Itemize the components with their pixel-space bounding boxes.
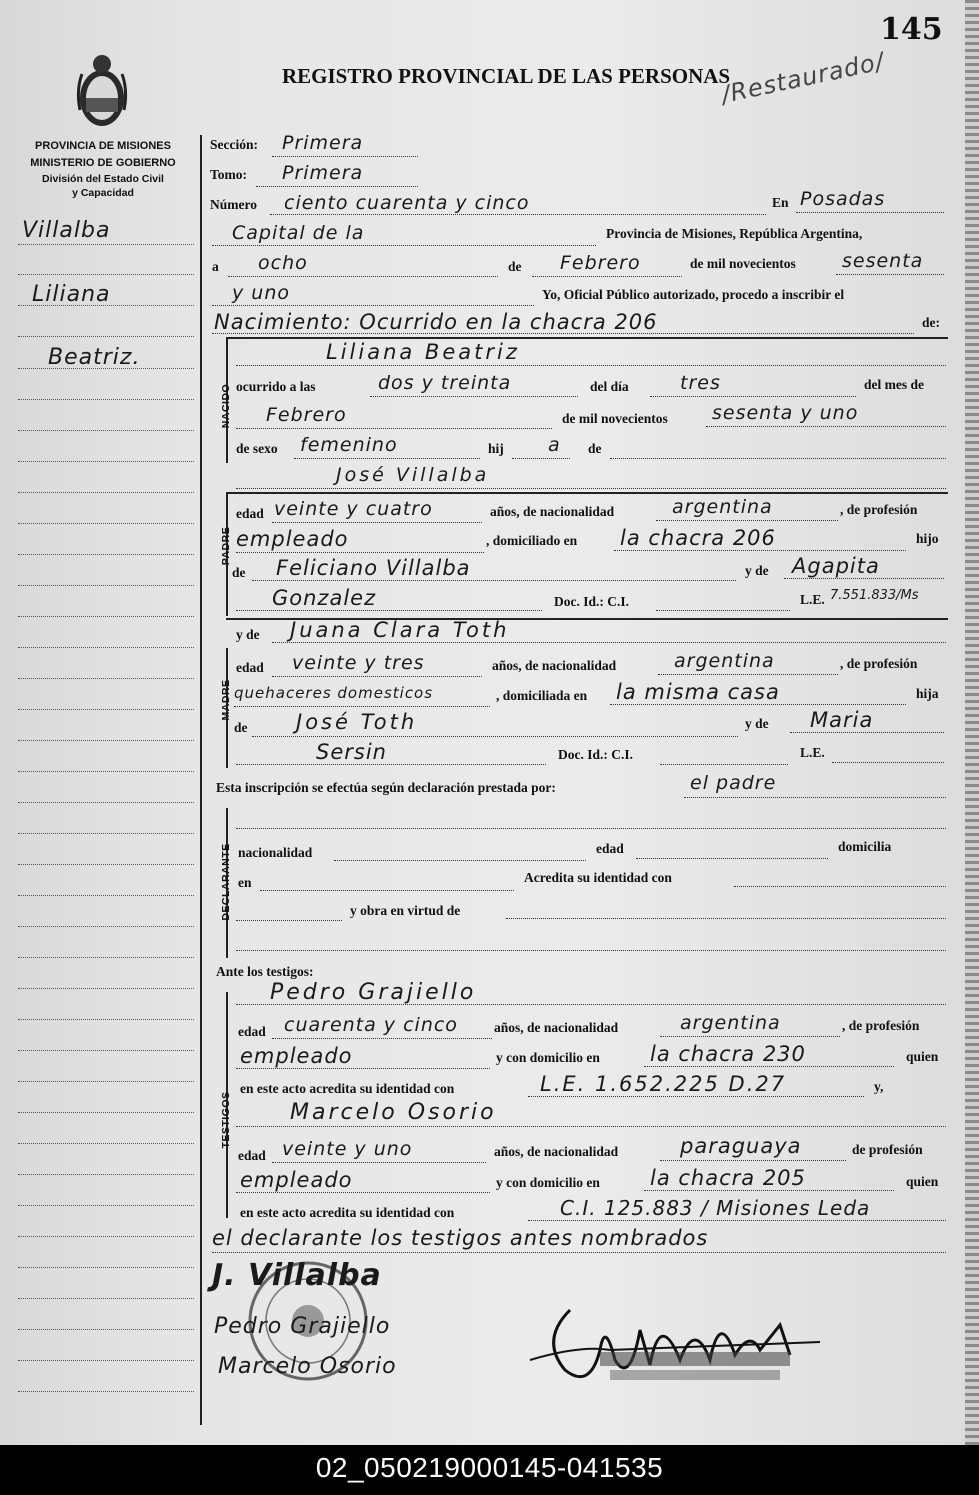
madre-edad-label: edad	[236, 660, 264, 675]
t2-id-value: C.I. 125.883 / Misiones Leda	[560, 1196, 871, 1220]
padre-yde-label: y de	[745, 563, 769, 578]
seccion-value: Primera	[282, 132, 364, 154]
padre-top-rule	[226, 492, 948, 494]
issuer-block	[8, 138, 198, 200]
t2-nac-value: paraguaya	[680, 1134, 802, 1158]
year-label: de mil novecientos	[690, 256, 796, 271]
year2-value: y uno	[232, 282, 290, 304]
t1-acredita-label: en este acto acredita su identidad con	[240, 1081, 455, 1096]
madre-section-label: MADRE	[220, 679, 232, 721]
year-value: sesenta	[842, 250, 924, 272]
madre-dom-label: , domiciliada en	[496, 688, 588, 703]
sexo-label: de sexo	[236, 441, 278, 456]
t1-edad-label: edad	[238, 1024, 266, 1039]
ministry-label: MINISTERIO DE GOBIERNO	[30, 157, 176, 169]
madre-parent1: José Toth	[296, 710, 418, 734]
nacido-section-label: NACIDO	[220, 383, 232, 429]
decl-edad-label: edad	[596, 841, 624, 856]
signature-declarante: J. Villalba	[212, 1258, 382, 1293]
t2-edad-value: veinte y uno	[282, 1138, 413, 1160]
tomo-value: Primera	[282, 162, 364, 184]
t2-prof-value: empleado	[240, 1168, 353, 1192]
margin-first-name: Liliana	[32, 282, 111, 307]
madre-le-label: L.E.	[800, 745, 825, 760]
seccion-label: Sección:	[210, 137, 258, 152]
t1-anos-label: años, de nacionalidad	[494, 1020, 619, 1035]
madre-yde-label: y de	[236, 627, 260, 642]
de-label: de	[508, 259, 522, 274]
testigos-section-label: TESTIGOS	[220, 1091, 232, 1149]
a-label: a	[212, 259, 219, 274]
padre-doc-label: Doc. Id.: C.I.	[554, 594, 630, 609]
padre-anos-label: años, de nacionalidad	[490, 504, 615, 519]
numero-value: ciento cuarenta y cinco	[284, 192, 530, 214]
t1-prof-value: empleado	[240, 1044, 353, 1068]
decl-obra-label: y obra en virtud de	[350, 903, 461, 918]
padre-parent2b: Gonzalez	[272, 586, 377, 610]
madre-yde2-label: y de	[745, 716, 769, 731]
province-text: Provincia de Misiones, República Argentina,	[606, 226, 863, 241]
decl-acredita-label: Acredita su identidad con	[524, 870, 672, 885]
en-label: En	[772, 195, 789, 210]
padre-parent2: Agapita	[792, 554, 880, 578]
madre-parent2: Maria	[810, 708, 874, 732]
decl-dom-label: domicilia	[838, 839, 892, 854]
signature-witness1: Pedro Grajiello	[214, 1314, 391, 1339]
decl-nac-label: nacionalidad	[238, 845, 313, 860]
del-dia-label: del día	[590, 379, 629, 394]
t1-edad-value: cuarenta y cinco	[284, 1014, 458, 1036]
t1-dom-value: la chacra 230	[650, 1042, 806, 1066]
nacido-top-rule	[226, 337, 948, 339]
birth-month: Febrero	[266, 404, 347, 426]
madre-doc-label: Doc. Id.: C.I.	[558, 747, 634, 762]
declarante-section-label: DECLARANTE	[220, 843, 232, 921]
padre-prof-label: , de profesión	[840, 502, 918, 517]
nacido-name: Liliana Beatriz	[326, 340, 520, 364]
madre-anos-label: años, de nacionalidad	[492, 658, 617, 673]
closing-line: el declarante los testigos antes nombrados	[212, 1226, 709, 1250]
padre-de-label: de	[232, 565, 246, 580]
t2-prof-label: de profesión	[852, 1142, 923, 1157]
coat-of-arms-icon	[72, 50, 132, 130]
padre-le-label: L.E.	[800, 592, 825, 607]
title-scribble: /Restaurado/	[718, 47, 888, 109]
hij-de-label: de	[588, 441, 602, 456]
madre-hija-label: hija	[916, 686, 939, 701]
padre-nac-value: argentina	[672, 496, 773, 518]
father-name: José Villalba	[336, 464, 490, 486]
margin-surname: Villalba	[22, 218, 111, 243]
page-edge	[965, 0, 979, 1445]
event-value: Nacimiento: Ocurrido en la chacra 206	[214, 310, 658, 334]
official-signature-icon	[520, 1290, 840, 1400]
t1-id-value: L.E. 1.652.225 D.27	[540, 1072, 787, 1096]
declaracion-text: Esta inscripción se efectúa según declaración prestada por:	[216, 780, 556, 795]
t2-acredita-label: en este acto acredita su identidad con	[240, 1205, 455, 1220]
footer-code: 02_050219000145-041535	[0, 1445, 979, 1495]
division-label: División del Estado Civil	[42, 173, 164, 185]
madre-edad-value: veinte y tres	[292, 652, 425, 674]
padre-le-value: 7.551.833/Ms	[830, 588, 919, 603]
en-value: Posadas	[800, 188, 886, 210]
witness2-name: Marcelo Osorio	[290, 1100, 497, 1125]
document-title: REGISTRO PROVINCIAL DE LAS PERSONAS	[282, 64, 731, 88]
testigos-intro: Ante los testigos:	[216, 964, 314, 979]
t1-y: y,	[874, 1079, 884, 1094]
madre-de-label: de	[234, 720, 248, 735]
numero-label: Número	[210, 197, 257, 212]
madre-parent2b: Sersin	[316, 740, 387, 764]
t1-nac-value: argentina	[680, 1012, 781, 1034]
decl-en-label: en	[238, 875, 252, 890]
birth-year-value: sesenta y uno	[712, 402, 859, 424]
padre-hijo-label: hijo	[916, 531, 939, 546]
t1-dom-label: y con domicilio en	[496, 1050, 600, 1065]
ocurrido-value: dos y treinta	[378, 372, 512, 394]
margin-middle-name: Beatriz.	[48, 345, 141, 370]
witness1-name: Pedro Grajiello	[270, 980, 477, 1005]
t1-prof-label: , de profesión	[842, 1018, 920, 1033]
t1-quien: quien	[906, 1049, 939, 1064]
t2-dom-label: y con domicilio en	[496, 1175, 600, 1190]
de-colon: de:	[922, 315, 940, 330]
t2-dom-value: la chacra 205	[650, 1166, 806, 1190]
padre-prof-value: empleado	[236, 527, 349, 551]
sexo-value: femenino	[300, 434, 398, 456]
month-value: Febrero	[560, 252, 641, 274]
del-mes-label: del mes de	[864, 377, 924, 392]
madre-name: Juana Clara Toth	[290, 618, 510, 642]
madre-prof-label: , de profesión	[840, 656, 918, 671]
province-label: PROVINCIA DE MISIONES	[35, 140, 171, 152]
madre-nac-value: argentina	[674, 650, 775, 672]
column-divider	[200, 135, 202, 1425]
t2-edad-label: edad	[238, 1148, 266, 1163]
padre-edad-label: edad	[236, 506, 264, 521]
hij-label: hij	[488, 441, 504, 456]
padre-dom-label: , domiciliado en	[486, 533, 578, 548]
signature-witness2: Marcelo Osorio	[218, 1354, 397, 1379]
padre-edad-value: veinte y cuatro	[274, 498, 433, 520]
place-value: Capital de la	[232, 222, 365, 244]
ocurrido-label: ocurrido a las	[236, 379, 316, 394]
birth-year-label: de mil novecientos	[562, 411, 668, 426]
madre-dom-value: la misma casa	[616, 680, 780, 704]
del-dia-value: tres	[680, 372, 721, 394]
day-value: ocho	[258, 252, 308, 274]
officer-text: Yo, Oficial Público autorizado, procedo a inscribir el	[542, 287, 845, 302]
t2-anos-label: años, de nacionalidad	[494, 1144, 619, 1159]
page-number: 145	[880, 12, 943, 47]
t2-quien: quien	[906, 1174, 939, 1189]
declaracion-value: el padre	[690, 772, 777, 794]
padre-dom-value: la chacra 206	[620, 526, 776, 550]
hij-value: a	[548, 434, 561, 456]
tomo-label: Tomo:	[210, 167, 248, 182]
madre-prof-value: quehaceres domesticos	[234, 684, 434, 702]
padre-section-label: PADRE	[220, 526, 232, 566]
padre-parent1: Feliciano Villalba	[276, 556, 471, 580]
capacity-label: y Capacidad	[72, 187, 134, 199]
